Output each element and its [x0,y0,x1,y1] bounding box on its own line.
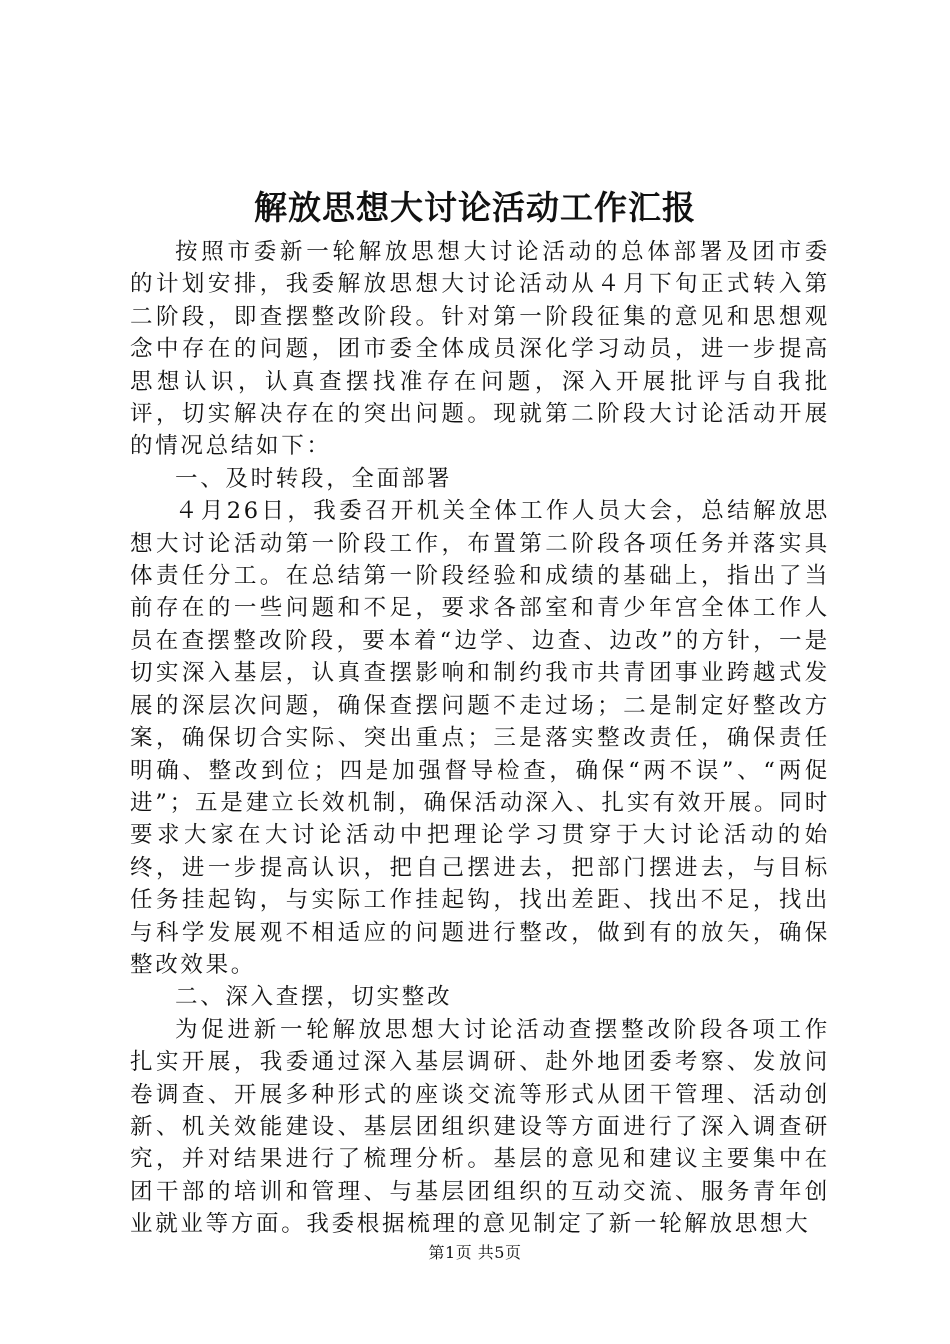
section-1-paragraph: ４月26日，我委召开机关全体工作人员大会，总结解放思想大讨论活动第一阶段工作，布置第二阶段各项任务并落实具体责任分工。在总结第一阶段经验和成绩的基础上，指出了当前存在的一些问题和不足，要求各部室和青少年宫全体工作人员在查摆整改阶段，要本着“边学、边查、边改”的方针，一是切实深入基层，认真查摆影响和制约我市共青团事业跨越式发展的深层次问题，确保查摆问题不走过场；二是制定好整改方案，确保切合实际、突出重点；三是落实整改责任，确保责任明确、整改到位；四是加强督导检查，确保“两不误”、“两促进”；五是建立长效机制，确保活动深入、扎实有效开展。同时要求大家在大讨论活动中把理论学习贯穿于大讨论活动的始终，进一步提高认识，把自己摆进去，把部门摆进去，与目标任务挂起钩，与实际工作挂起钩，找出差距、找出不足，找出与科学发展观不相适应的问题进行整改，做到有的放矢，确保整改效果。 [130,498,830,978]
intro-paragraph: 按照市委新一轮解放思想大讨论活动的总体部署及团市委的计划安排，我委解放思想大讨论活动从４月下旬正式转入第二阶段，即查摆整改阶段。针对第一阶段征集的意见和思想观念中存在的问题，团市委全体成员深化学习动员，进一步提高思想认识，认真查摆找准存在问题，深入开展批评与自我批评，切实解决存在的突出问题。现就第二阶段大讨论活动开展的情况总结如下： [130,239,830,460]
page-number-footer: 第1页 共5页 [428,1243,522,1262]
section-heading-1: 一、及时转段，全面部署 [175,465,453,492]
document-body [130,236,830,1241]
document-title: 解放思想大讨论活动工作汇报 [254,188,696,227]
section-2-paragraph: 为促进新一轮解放思想大讨论活动查摆整改阶段各项工作扎实开展，我委通过深入基层调研、赴外地团委考察、发放问卷调查、开展多种形式的座谈交流等形式从团干管理、活动创新、机关效能建设、基层团组织建设等方面进行了深入调查研究，并对结果进行了梳理分析。基层的意见和建议主要集中在团干部的培训和管理、与基层团组织的互动交流、服务青年创业就业等方面。我委根据梳理的意见制定了新一轮解放思想大 [130,1016,830,1238]
section-heading-2: 二、深入查摆，切实整改 [175,984,453,1011]
